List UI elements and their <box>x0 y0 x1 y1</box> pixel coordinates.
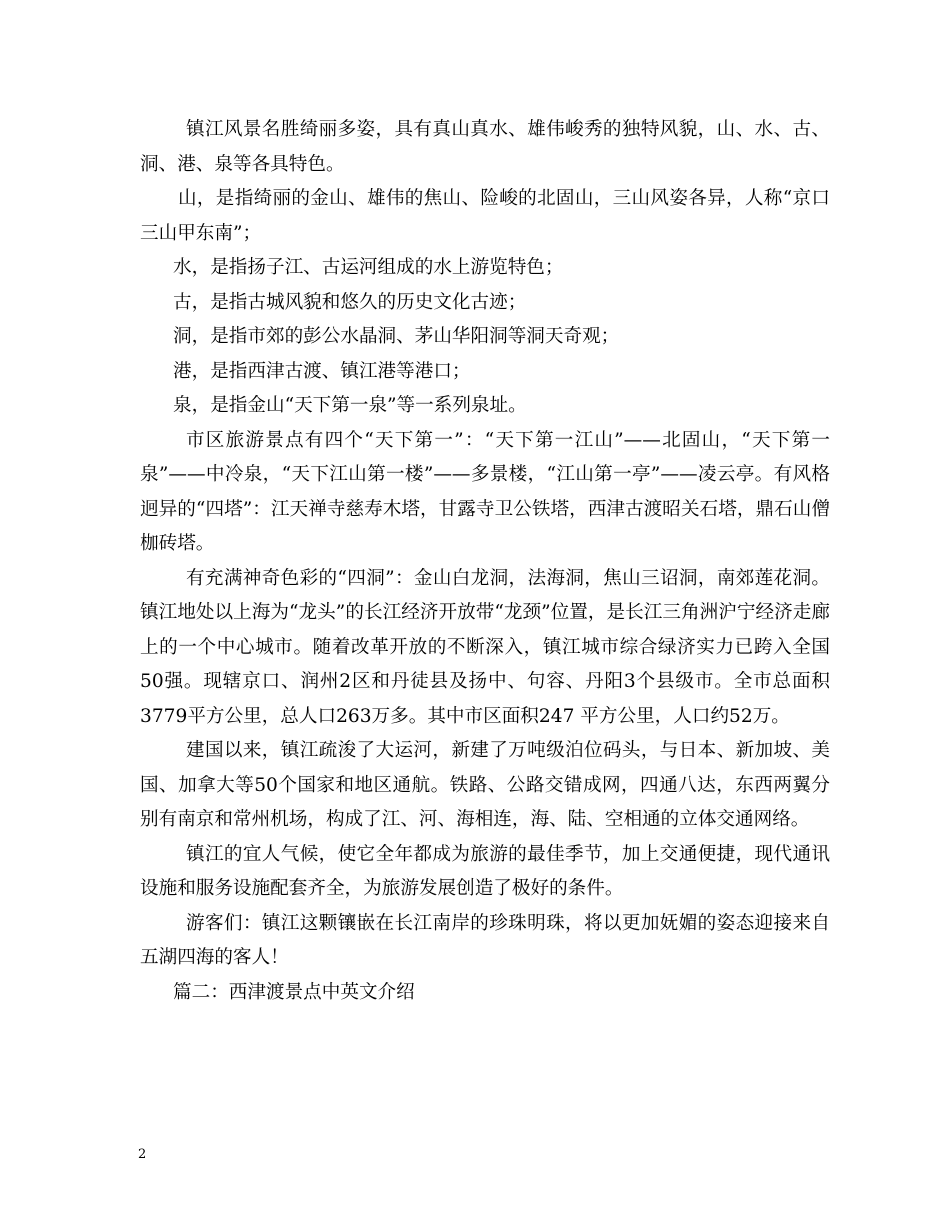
paragraph-transport: 建国以来，镇江疏浚了大运河，新建了万吨级泊位码头，与日本、新加坡、美国、加拿大等50个国家和地区通航。铁路、公路交错成网，四通八达，东西两翼分别有南京和常州机场，构成了江、河、海相连，海、陆、空相通的立体交通网络。 <box>140 740 830 830</box>
section-heading: 篇二：西津渡景点中英文介绍 <box>173 981 415 1003</box>
paragraph-scenic-firsts: 市区旅游景点有四个“天下第一”：“天下第一江山”——北固山，“天下第一泉”——中冷泉，“天下江山第一楼”——多景楼，“江山第一亭”——凌云亭。有风格迥异的“四塔”：江天禅寺慈寿木塔，甘露寺卫公铁塔，西津古渡昭关石塔，鼎石山僧枷砖塔。 <box>140 429 830 554</box>
document-body <box>140 113 830 1010</box>
paragraph-intro: 镇江风景名胜绮丽多姿，具有真山真水、雄伟峻秀的独特风貌，山、水、古、洞、港、泉等各具特色。 <box>140 119 830 175</box>
paragraph-water: 水，是指扬子江、古运河组成的水上游览特色； <box>173 257 564 278</box>
paragraph-climate: 镇江的宜人气候，使它全年都成为旅游的最佳季节，加上交通便捷，现代通讯设施和服务设施配套齐全，为旅游发展创造了极好的条件。 <box>140 843 830 899</box>
page-number: 2 <box>138 1147 147 1162</box>
paragraph-ancient: 古，是指古城风貌和悠久的历史文化古迹； <box>173 291 527 313</box>
paragraph-port: 港，是指西津古渡、镇江港等港口； <box>173 360 471 382</box>
paragraph-spring: 泉，是指金山“天下第一泉”等一系列泉址。 <box>173 395 527 416</box>
paragraph-cave: 洞，是指市郊的彭公水晶洞、茅山华阳洞等洞天奇观； <box>173 326 620 347</box>
paragraph-four-caves: 有充满神奇色彩的“四洞”：金山白龙洞，法海洞，焦山三诏洞，南郊莲花洞。镇江地处以上海为“龙头”的长江经济开放带“龙颈”位置，是长江三角洲沪宁经济走廊上的一个中心城市。随着改革开放的不断深入，镇江城市综合绿济实力已跨入全国50强。现辖京口、润州2区和丹徒县及扬中、句容、丹阳3个县级市。全市总面积3779平方公里，总人口263万多。其中市区面积247 平方公里，人口约52万。 <box>140 567 830 727</box>
paragraph-visitors: 游客们：镇江这颗镶嵌在长江南岸的珍珠明珠，将以更加妩媚的姿态迎接来自五湖四海的客人！ <box>140 912 830 968</box>
paragraph-mountain: 山，是指绮丽的金山、雄伟的焦山、险峻的北固山，三山风姿各异，人称“京口三山甲东南”； <box>140 188 830 244</box>
